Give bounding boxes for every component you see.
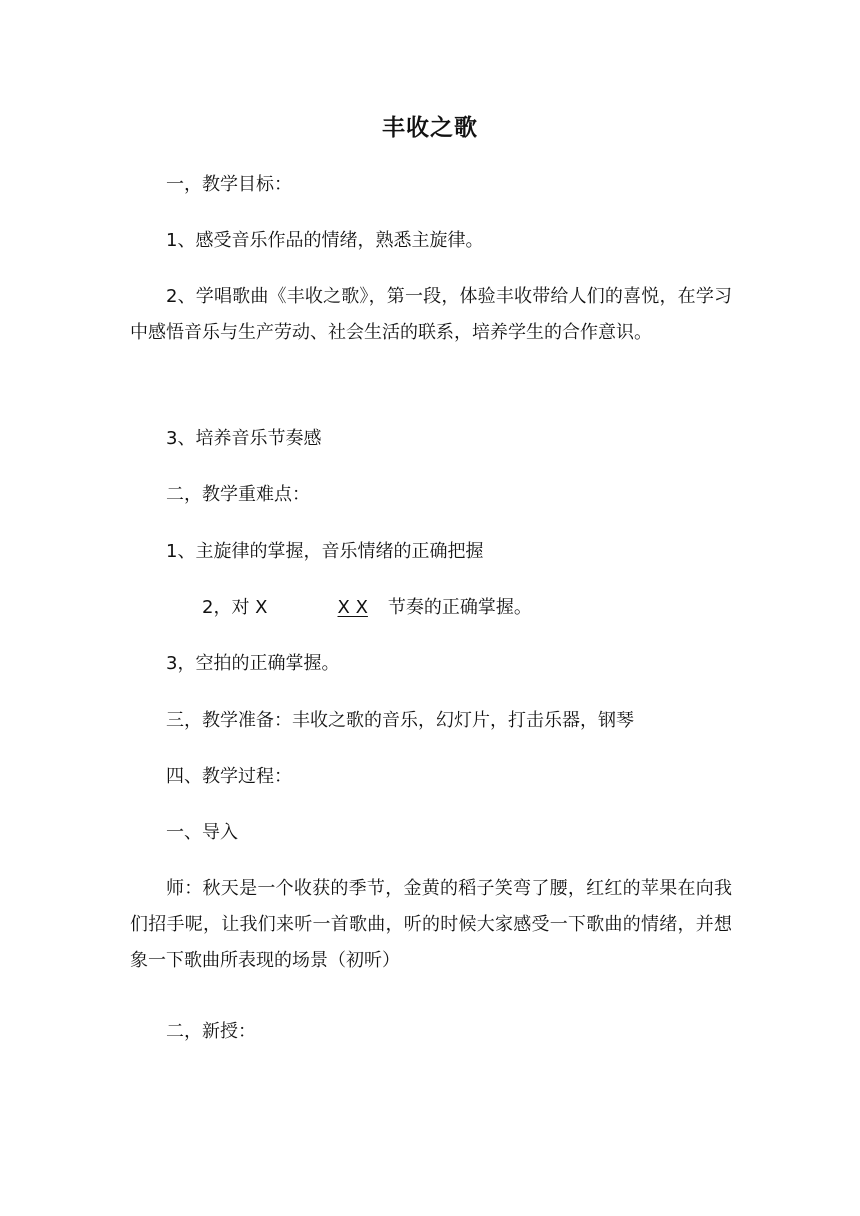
goal-item-2: 2、学唱歌曲《丰收之歌》，第一段，体验丰收带给人们的喜悦，在学习中感悟音乐与生产劳动、社会生活的联系，培养学生的合作意识。 [130, 286, 732, 343]
goal-item-1: 1、感受音乐作品的情绪，熟悉主旋律。 [166, 230, 484, 251]
document-title: 丰收之歌 [382, 115, 478, 141]
step-introduction-heading: 一、导入 [166, 822, 238, 843]
key-point-2 [130, 590, 732, 626]
goal-item-3: 3、培养音乐节奏感 [166, 428, 322, 449]
key-point-2-prefix: 2，对 X [202, 597, 268, 618]
rhythm-notation: X X [337, 597, 368, 618]
key-point-2-suffix: 节奏的正确掌握。 [387, 597, 532, 618]
key-point-3: 3，空拍的正确掌握。 [166, 653, 340, 674]
teacher-intro-text: 师：秋天是一个收获的季节，金黄的稻子笑弯了腰，红红的苹果在向我们招手呢，让我们来听一首歌曲，听的时候大家感受一下歌曲的情绪，并想象一下歌曲所表现的场景（初听） [130, 878, 732, 971]
section-key-points-heading: 二，教学重难点： [166, 484, 310, 505]
key-point-1: 1、主旋律的掌握，音乐情绪的正确把握 [166, 541, 484, 562]
section-teaching-goals-heading: 一，教学目标： [166, 174, 292, 195]
step-new-lesson-heading: 二，新授： [166, 1021, 256, 1042]
section-process-heading: 四、教学过程： [166, 766, 292, 787]
section-preparation: 三，教学准备：丰收之歌的音乐，幻灯片，打击乐器，钢琴 [166, 710, 634, 731]
